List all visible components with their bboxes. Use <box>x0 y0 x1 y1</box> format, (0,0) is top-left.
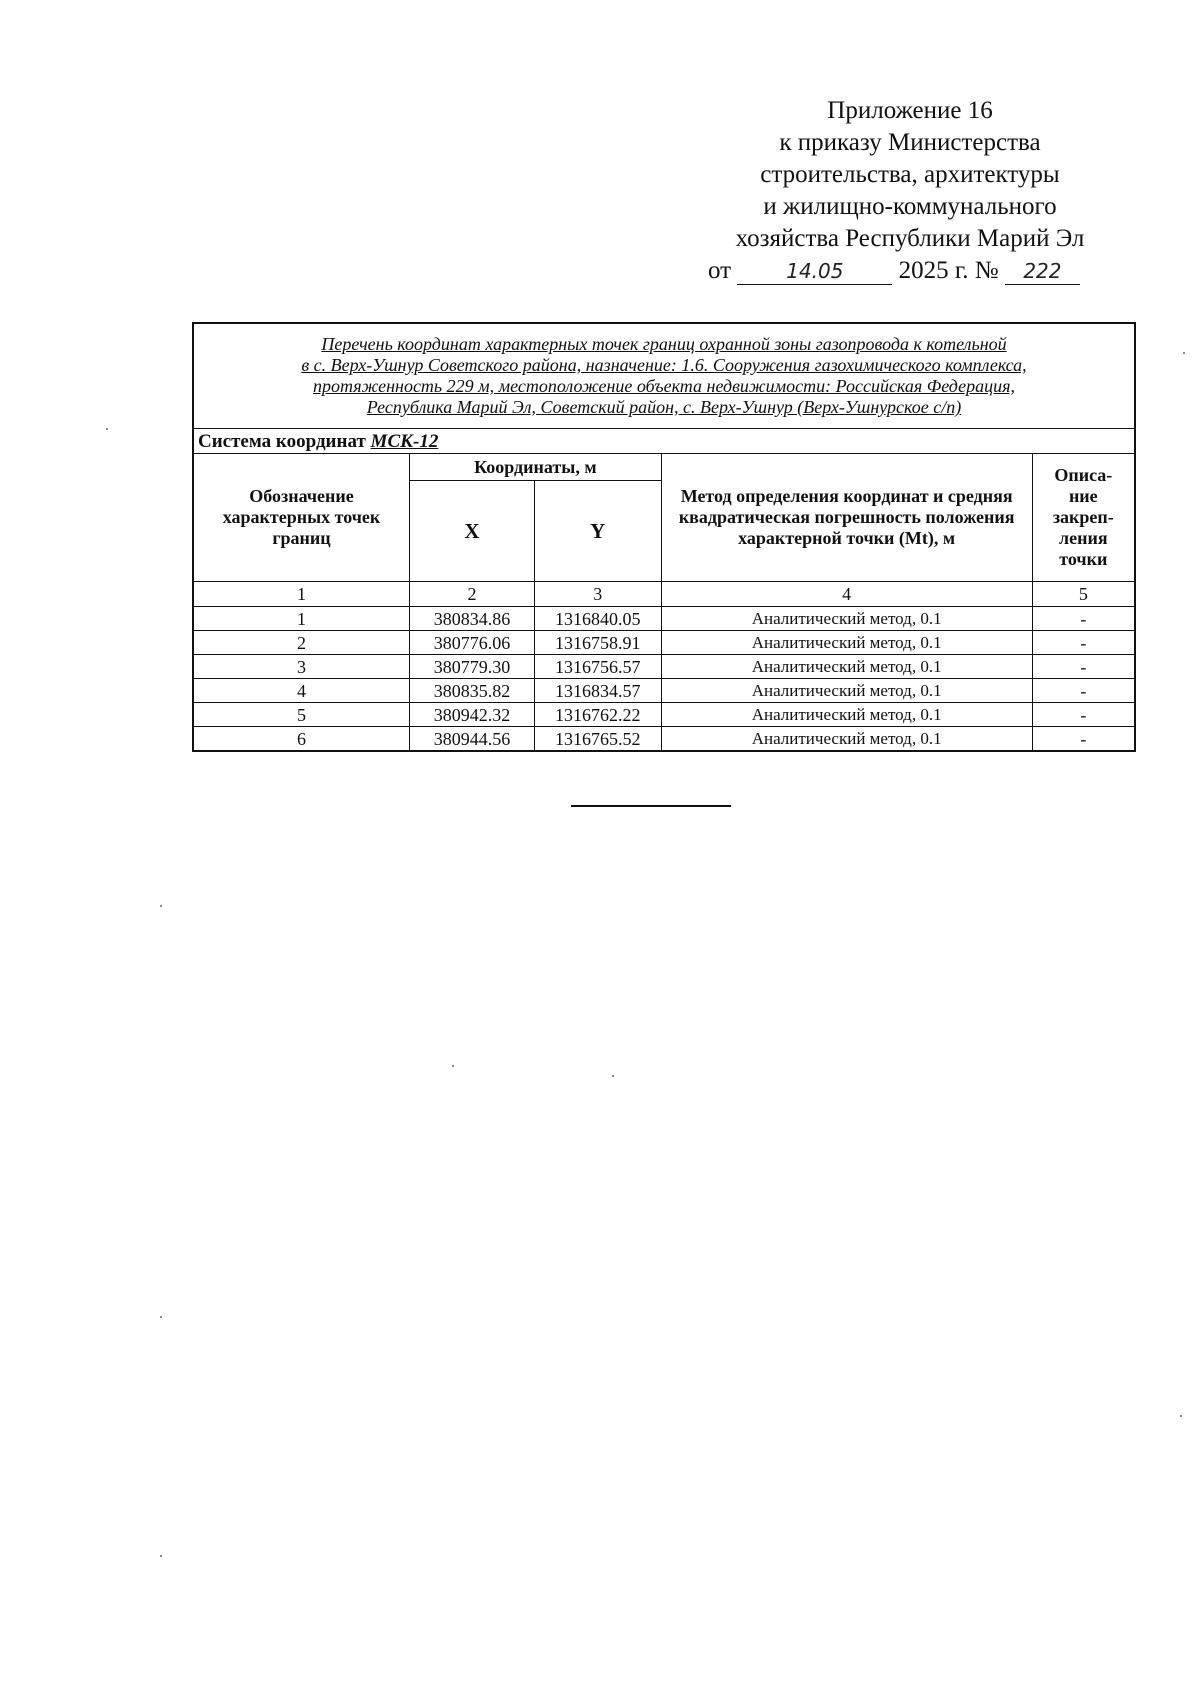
method-cell: Аналитический метод, 0.1 <box>661 703 1032 727</box>
title-line: протяженность 229 м, местоположение объекта недвижимости: Российская Федерация, <box>313 376 1015 396</box>
coord-x: 380776.06 <box>410 631 535 655</box>
coordinate-system-row <box>193 429 1135 454</box>
title-line: Перечень координат характерных точек границ охранной зоны газопровода к котельной <box>321 334 1007 354</box>
year-number-label: 2025 г. № <box>898 257 999 284</box>
header-line: строительства, архитектуры <box>760 161 1060 188</box>
description-cell: - <box>1032 631 1135 655</box>
order-date-line <box>700 255 1120 287</box>
column-number: 5 <box>1032 582 1135 607</box>
handwritten-date: 14.05 <box>737 258 892 285</box>
scan-speck <box>160 905 162 907</box>
scan-speck <box>160 1316 162 1318</box>
header-line: и жилищно-коммунального <box>763 193 1057 220</box>
title-line: Республика Марий Эл, Советский район, с. Верх-Ушнур (Верх-Ушнурское с/п) <box>366 397 962 417</box>
header-method: Метод определения координат и средняя квадратическая погрешность положения характерной точки (Mt), м <box>661 454 1032 582</box>
description-cell: - <box>1032 703 1135 727</box>
coord-y: 1316840.05 <box>534 607 661 631</box>
header-y: Y <box>534 481 661 582</box>
coord-y: 1316756.57 <box>534 655 661 679</box>
description-cell: - <box>1032 727 1135 752</box>
point-id: 5 <box>193 703 410 727</box>
coord-x: 380834.86 <box>410 607 535 631</box>
table-row <box>193 727 1135 752</box>
header-description-line: точки <box>1059 549 1108 569</box>
header-description-line: Описа- <box>1054 465 1113 485</box>
header-x: X <box>410 481 535 582</box>
scan-speck <box>452 1065 454 1067</box>
column-number: 1 <box>193 582 410 607</box>
point-id: 4 <box>193 679 410 703</box>
table-row <box>193 631 1135 655</box>
method-cell: Аналитический метод, 0.1 <box>661 631 1032 655</box>
header-coordinates: Координаты, м <box>410 454 662 481</box>
title-line: в с. Верх-Ушнур Советского района, назначение: 1.6. Сооружения газохимического комплекса, <box>301 355 1027 375</box>
end-divider <box>571 805 731 807</box>
table-row <box>193 607 1135 631</box>
method-cell: Аналитический метод, 0.1 <box>661 607 1032 631</box>
point-id: 6 <box>193 727 410 752</box>
header-points: Обозначение характерных точек границ <box>193 454 410 582</box>
scan-speck <box>1180 1415 1182 1417</box>
coord-y: 1316765.52 <box>534 727 661 752</box>
table-title <box>193 323 1135 429</box>
coord-x: 380779.30 <box>410 655 535 679</box>
header-line: хозяйства Республики Марий Эл <box>735 225 1085 252</box>
handwritten-order-number: 222 <box>1005 258 1080 285</box>
point-id: 3 <box>193 655 410 679</box>
header-line: к приказу Министерства <box>779 129 1041 156</box>
header-description-line: ние <box>1068 486 1098 506</box>
appendix-header <box>700 95 1120 287</box>
coord-y: 1316762.22 <box>534 703 661 727</box>
column-number: 4 <box>661 582 1032 607</box>
header-line: Приложение 16 <box>827 97 993 124</box>
coordinate-system-value: МСК-12 <box>370 430 439 452</box>
coord-x: 380944.56 <box>410 727 535 752</box>
coordinates-table <box>192 322 1136 752</box>
scan-speck <box>160 1555 162 1557</box>
description-cell: - <box>1032 655 1135 679</box>
method-cell: Аналитический метод, 0.1 <box>661 727 1032 752</box>
description-cell: - <box>1032 607 1135 631</box>
point-id: 1 <box>193 607 410 631</box>
scan-speck <box>1183 352 1185 354</box>
table-row <box>193 679 1135 703</box>
coord-y: 1316834.57 <box>534 679 661 703</box>
header-description-line: ления <box>1059 528 1108 548</box>
description-cell: - <box>1032 679 1135 703</box>
column-number-row <box>193 582 1135 607</box>
method-cell: Аналитический метод, 0.1 <box>661 655 1032 679</box>
date-prefix: от <box>708 257 732 284</box>
method-cell: Аналитический метод, 0.1 <box>661 679 1032 703</box>
table-row <box>193 655 1135 679</box>
column-number: 2 <box>410 582 535 607</box>
scan-speck <box>106 428 108 430</box>
header-description-line: закреп- <box>1052 507 1114 527</box>
header-description <box>1032 454 1135 582</box>
coordinate-system-label: Система координат <box>198 430 366 452</box>
coord-x: 380942.32 <box>410 703 535 727</box>
point-id: 2 <box>193 631 410 655</box>
coord-y: 1316758.91 <box>534 631 661 655</box>
column-number: 3 <box>534 582 661 607</box>
coord-x: 380835.82 <box>410 679 535 703</box>
scan-speck <box>612 1075 614 1077</box>
table-row <box>193 703 1135 727</box>
